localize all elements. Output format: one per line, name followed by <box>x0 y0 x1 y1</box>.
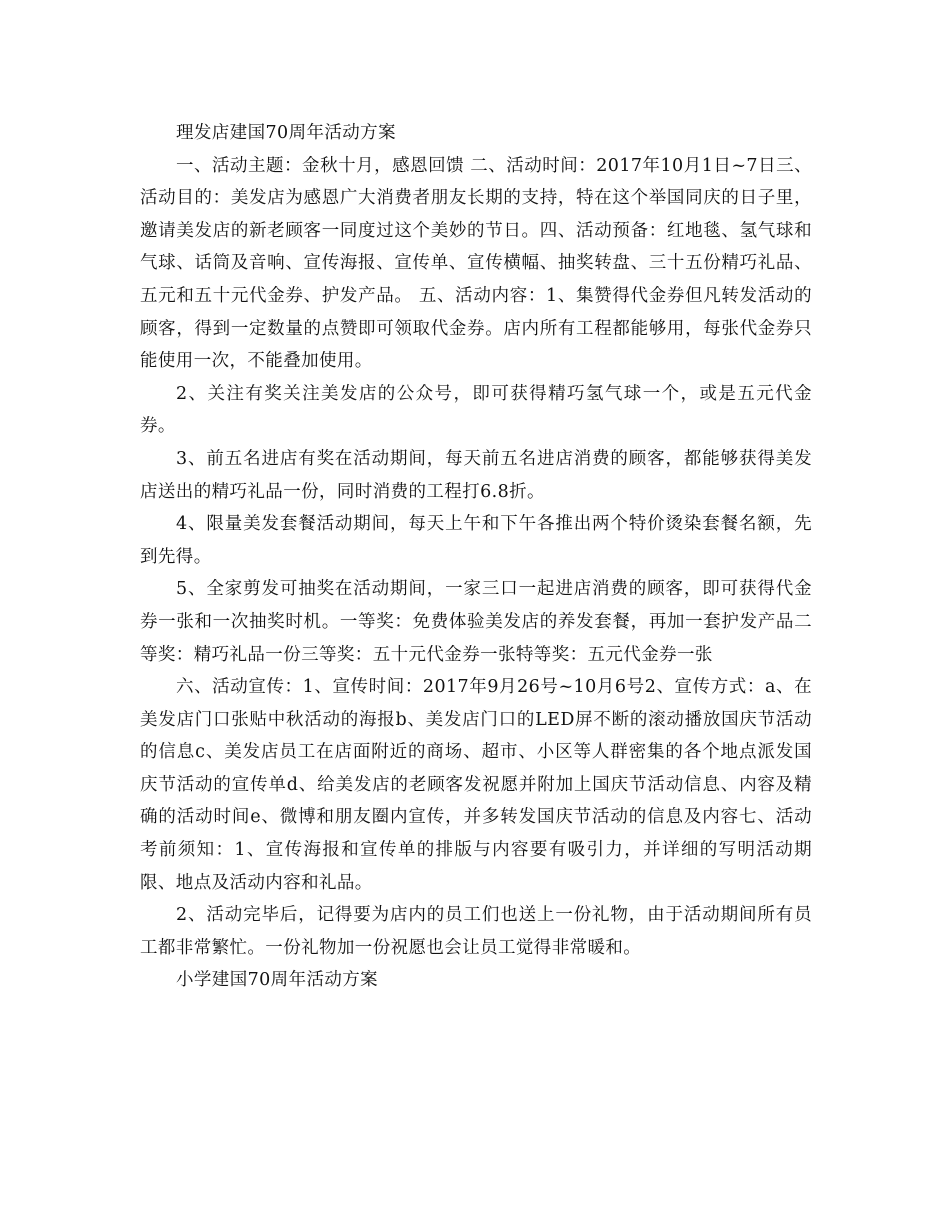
paragraph-staff-gift: 2、活动完毕后，记得要为店内的员工们也送上一份礼物，由于活动期间所有员工都非常繁忙。一份礼物加一份祝愿也会让员工觉得非常暖和。 <box>140 905 812 958</box>
paragraph-limited-package: 4、限量美发套餐活动期间，每天上午和下午各推出两个特价烫染套餐名额，先到先得。 <box>140 514 812 567</box>
document-body <box>140 117 812 997</box>
document-title: 理发店建国70周年活动方案 <box>176 123 396 143</box>
next-section-title: 小学建国70周年活动方案 <box>176 970 379 991</box>
paragraph-follow-reward: 2、关注有奖关注美发店的公众号，即可获得精巧氢气球一个，或是五元代金券。 <box>140 383 812 437</box>
paragraph-family-lottery: 5、全家剪发可抽奖在活动期间，一家三口一起进店消费的顾客，即可获得代金券一张和一次抽奖时机。一等奖：免费体验美发店的养发套餐，再加一套护发产品二等奖：精巧礼品一份三等奖：五十元代金券一张特等奖：五元代金券一张 <box>140 579 812 665</box>
paragraph-activity-overview: 一、活动主题：金秋十月，感恩回馈 二、活动时间：2017年10月1日~7日三、活动目的：美发店为感恩广大消费者朋友长期的支持，特在这个举国同庆的日子里，邀请美发店的新老顾客一同度过这个美妙的节日。四、活动预备：红地毯、氢气球和气球、话筒及音响、宣传海报、宣传单、宣传横幅、抽奖转盘、三十五份精巧礼品、五元和五十元代金券、护发产品。 五、活动内容：1、集赞得代金券但凡转发活动的顾客，得到一定数量的点赞即可领取代金券。店内所有工程都能够用，每张代金券只能使用一次，不能叠加使用。 <box>140 155 812 372</box>
paragraph-promotion: 六、活动宣传：1、宣传时间：2017年9月26号~10月6号2、宣传方式：a、在美发店门口张贴中秋活动的海报b、美发店门口的LED屏不断的滚动播放国庆节活动的信息c、美发店员工在店面附近的商场、超市、小区等人群密集的各个地点派发国庆节活动的宣传单d、给美发店的老顾客发祝愿并附加上国庆节活动信息、内容及精确的活动时间e、微博和朋友圈内宣传，并多转发国庆节活动的信息及内容七、活动考前须知：1、宣传海报和宣传单的排版与内容要有吸引力，并详细的写明活动期限、地点及活动内容和礼品。 <box>140 677 812 893</box>
paragraph-first-five-reward: 3、前五名进店有奖在活动期间，每天前五名进店消费的顾客，都能够获得美发店送出的精巧礼品一份，同时消费的工程打6.8折。 <box>140 448 812 502</box>
